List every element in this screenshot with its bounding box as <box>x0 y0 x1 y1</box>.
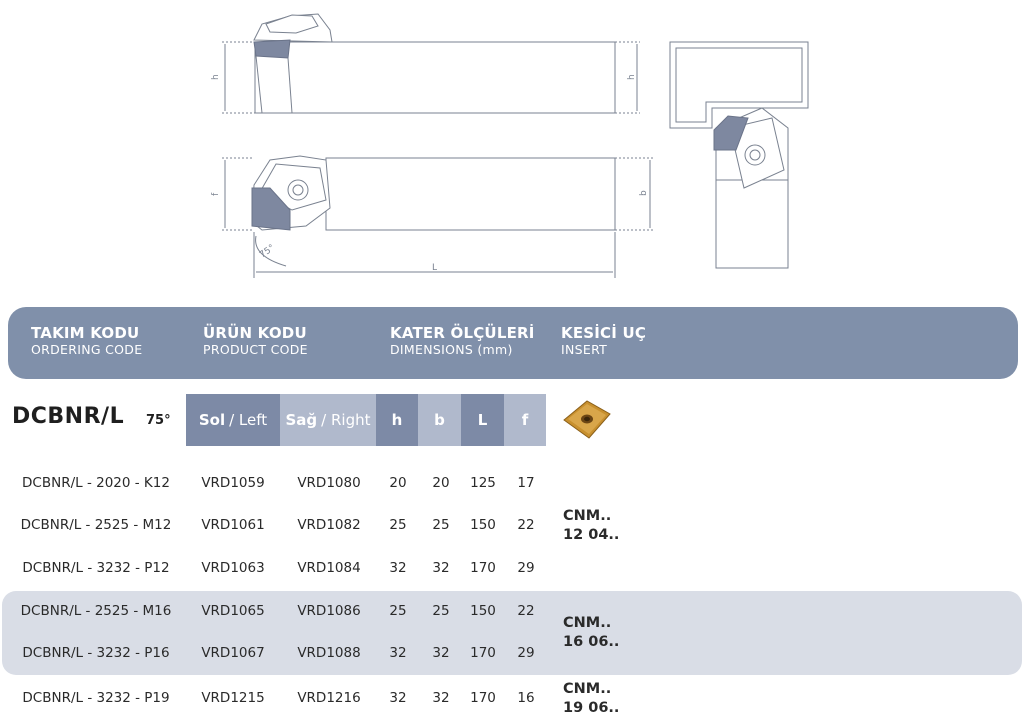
insert-code-line1: CNM.. <box>563 681 612 697</box>
table-row <box>0 475 1024 495</box>
cell-left-code: VRD1067 <box>201 645 265 661</box>
cell-right-code: VRD1216 <box>297 690 361 706</box>
cell-f: 16 <box>517 690 535 706</box>
dim-b-label: b <box>639 190 649 196</box>
tool-holder-drawing <box>0 0 1024 300</box>
cell-b: 32 <box>432 560 450 576</box>
header-product-tr: ÜRÜN KODU <box>203 324 307 342</box>
insert-icon <box>561 398 613 442</box>
insert-code-group-2 <box>563 614 619 652</box>
insert-code-group-3 <box>563 680 619 718</box>
cell-b: 20 <box>432 475 450 491</box>
column-b: b <box>418 394 461 446</box>
cell-h: 25 <box>389 517 407 533</box>
header-dimensions-tr: KATER ÖLÇÜLERİ <box>390 324 535 342</box>
cell-left-code: VRD1063 <box>201 560 265 576</box>
cell-right-code: VRD1082 <box>297 517 361 533</box>
column-sag-label: Sağ <box>285 411 318 429</box>
cell-code: DCBNR/L - 3232 - P16 <box>22 645 170 661</box>
column-left-label: / Left <box>229 411 268 429</box>
column-right-label: / Right <box>321 411 371 429</box>
cell-h: 32 <box>389 645 407 661</box>
header-product-en: PRODUCT CODE <box>203 342 308 357</box>
cell-b: 25 <box>432 603 450 619</box>
cell-h: 20 <box>389 475 407 491</box>
table-row <box>0 603 1024 623</box>
cell-b: 32 <box>432 690 450 706</box>
cell-right-code: VRD1086 <box>297 603 361 619</box>
cell-h: 32 <box>389 560 407 576</box>
table-header <box>8 307 1018 379</box>
header-ordering-code <box>31 324 142 357</box>
header-dimensions-en: DIMENSIONS (mm) <box>390 342 513 357</box>
column-left <box>186 394 280 446</box>
header-insert <box>561 324 646 357</box>
dim-L-label: L <box>432 263 438 273</box>
column-right <box>280 394 376 446</box>
header-product-code <box>203 324 308 357</box>
cell-L: 170 <box>470 645 496 661</box>
table-row <box>0 560 1024 580</box>
dim-f-label: f <box>211 192 221 196</box>
cell-code: DCBNR/L - 3232 - P19 <box>22 690 170 706</box>
cell-right-code: VRD1084 <box>297 560 361 576</box>
cell-f: 29 <box>517 560 535 576</box>
insert-code-line2: 19 06.. <box>563 700 620 716</box>
cell-f: 29 <box>517 645 535 661</box>
cell-L: 150 <box>470 603 496 619</box>
angle-label: 75° <box>257 243 277 261</box>
header-insert-en: INSERT <box>561 342 608 357</box>
cell-left-code: VRD1059 <box>201 475 265 491</box>
cell-f: 17 <box>517 475 535 491</box>
model-name: DCBNR/L <box>12 404 125 429</box>
cell-L: 170 <box>470 690 496 706</box>
column-f: f <box>504 394 546 446</box>
insert-code-line2: 16 06.. <box>563 634 620 650</box>
cell-b: 32 <box>432 645 450 661</box>
header-dimensions <box>390 324 535 357</box>
cell-code: DCBNR/L - 2525 - M16 <box>20 603 172 619</box>
cell-L: 170 <box>470 560 496 576</box>
cell-h: 25 <box>389 603 407 619</box>
cell-left-code: VRD1061 <box>201 517 265 533</box>
table-row <box>0 690 1024 710</box>
cell-code: DCBNR/L - 2020 - K12 <box>22 475 170 491</box>
cell-h: 32 <box>389 690 407 706</box>
cell-code: DCBNR/L - 3232 - P12 <box>22 560 170 576</box>
header-ordering-tr: TAKIM KODU <box>31 324 140 342</box>
cell-b: 25 <box>432 517 450 533</box>
insert-code-line2: 12 04.. <box>563 527 620 543</box>
column-L: L <box>461 394 504 446</box>
cell-L: 125 <box>470 475 496 491</box>
header-insert-tr: KESİCİ UÇ <box>561 324 647 342</box>
column-sol-label: Sol <box>198 411 226 429</box>
column-h: h <box>376 394 418 446</box>
top-view <box>222 156 654 278</box>
cell-f: 22 <box>517 603 535 619</box>
insert-code-line1: CNM.. <box>563 508 612 524</box>
model-angle: 75° <box>146 413 171 428</box>
cell-right-code: VRD1080 <box>297 475 361 491</box>
table-row <box>0 517 1024 537</box>
header-ordering-en: ORDERING CODE <box>31 342 143 357</box>
cell-f: 22 <box>517 517 535 533</box>
cell-left-code: VRD1065 <box>201 603 265 619</box>
side-view <box>222 14 640 113</box>
cell-right-code: VRD1088 <box>297 645 361 661</box>
table-row <box>0 645 1024 665</box>
dim-h-label-left: h <box>211 74 221 80</box>
insert-code-line1: CNM.. <box>563 615 612 631</box>
end-view <box>670 42 808 268</box>
dim-h-label-right: h <box>627 74 637 80</box>
cell-left-code: VRD1215 <box>201 690 265 706</box>
insert-code-group-1 <box>563 507 619 545</box>
cell-L: 150 <box>470 517 496 533</box>
cell-code: DCBNR/L - 2525 - M12 <box>20 517 172 533</box>
